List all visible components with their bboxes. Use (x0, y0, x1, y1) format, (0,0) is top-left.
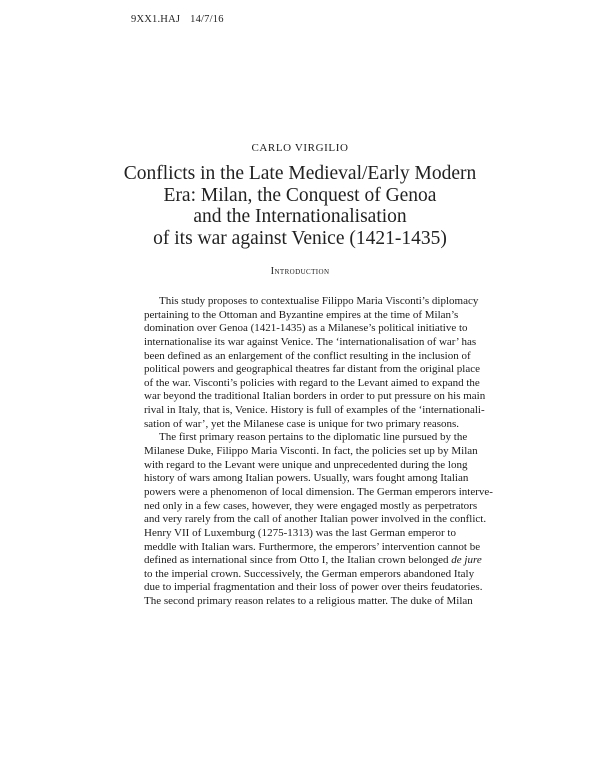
text-line: Henry VII of Luxemburg (1275-1313) was the last German emperor to (144, 526, 456, 539)
body-text (144, 295, 493, 609)
text-line: due to imperial fragmentation and their loss of power over theirs feudatories. (144, 581, 483, 594)
title-line: and the Internationalisation (193, 206, 407, 227)
text-line: pertaining to the Ottoman and Byzantine empires at the time of Milan’s (144, 308, 459, 321)
title-line: of its war against Venice (1421-1435) (153, 227, 447, 249)
file-code: 9XX1.HAJ (131, 14, 181, 25)
line-text: defined as international since from Otto I, the Italian crown belonged (144, 554, 449, 567)
text-line: war beyond the traditional Italian borders in order to put pressure on his main (144, 390, 486, 403)
text-line: to the imperial crown. Successively, the German emperors abandoned Italy (144, 567, 475, 580)
text-line: The second primary reason relates to a religious matter. The duke of Milan (144, 595, 473, 608)
header-date: 14/7/16 (190, 14, 224, 25)
title-line: Conflicts in the Late Medieval/Early Modern (123, 163, 477, 184)
text-line: of the war. Visconti’s policies with regard to the Levant aimed to expand the (144, 376, 480, 389)
text-line: The first primary reason pertains to the diplomatic line pursued by the (159, 431, 468, 444)
text-line: powers were a phenomenon of local dimension. The German emperors interve- (144, 485, 493, 498)
text-line: history of wars among Italian powers. Usually, wars fought among Italian (144, 472, 469, 485)
section-heading: Introduction (270, 266, 330, 277)
article-title (0, 163, 600, 249)
text-line: internationalise its war against Venice. The ‘internationalisation of war’ has (144, 335, 477, 348)
text-line: and very rarely from the call of another Italian power involved in the conflict. (144, 513, 487, 526)
text-line: rival in Italy, that is, Venice. History is full of examples of the ‘internationali- (144, 404, 485, 417)
author-name: CARLO VIRGILIO (251, 142, 349, 154)
text-line: Milanese Duke, Filippo Maria Visconti. In fact, the policies set up by Milan (144, 445, 478, 458)
text-line: This study proposes to contextualise Filippo Maria Visconti’s diplomacy (159, 295, 479, 307)
paragraph-2 (144, 431, 493, 608)
text-line: with regard to the Levant were unique and unprecedented during the long (144, 458, 468, 471)
text-line: domination over Genoa (1421-1435) as a Milanese’s political initiative to (144, 322, 468, 335)
title-line: Era: Milan, the Conquest of Genoa (163, 184, 437, 206)
text-line: meddle with Italian wars. Furthermore, the emperors’ intervention cannot be (144, 540, 481, 553)
text-line: ned only in a few cases, however, they were engaged mostly as perpetrators (144, 499, 478, 512)
italic-phrase: de jure (451, 554, 482, 567)
text-line: sation of war’, yet the Milanese case is unique for two primary reasons. (144, 417, 460, 430)
text-line: been defined as an enlargement of the conflict resulting in the inclusion of (144, 349, 471, 362)
running-header (131, 14, 224, 25)
text-line (144, 554, 482, 568)
text-line: political powers and geographical theatres far distant from the original place (144, 363, 480, 376)
paragraph-1 (144, 295, 486, 431)
